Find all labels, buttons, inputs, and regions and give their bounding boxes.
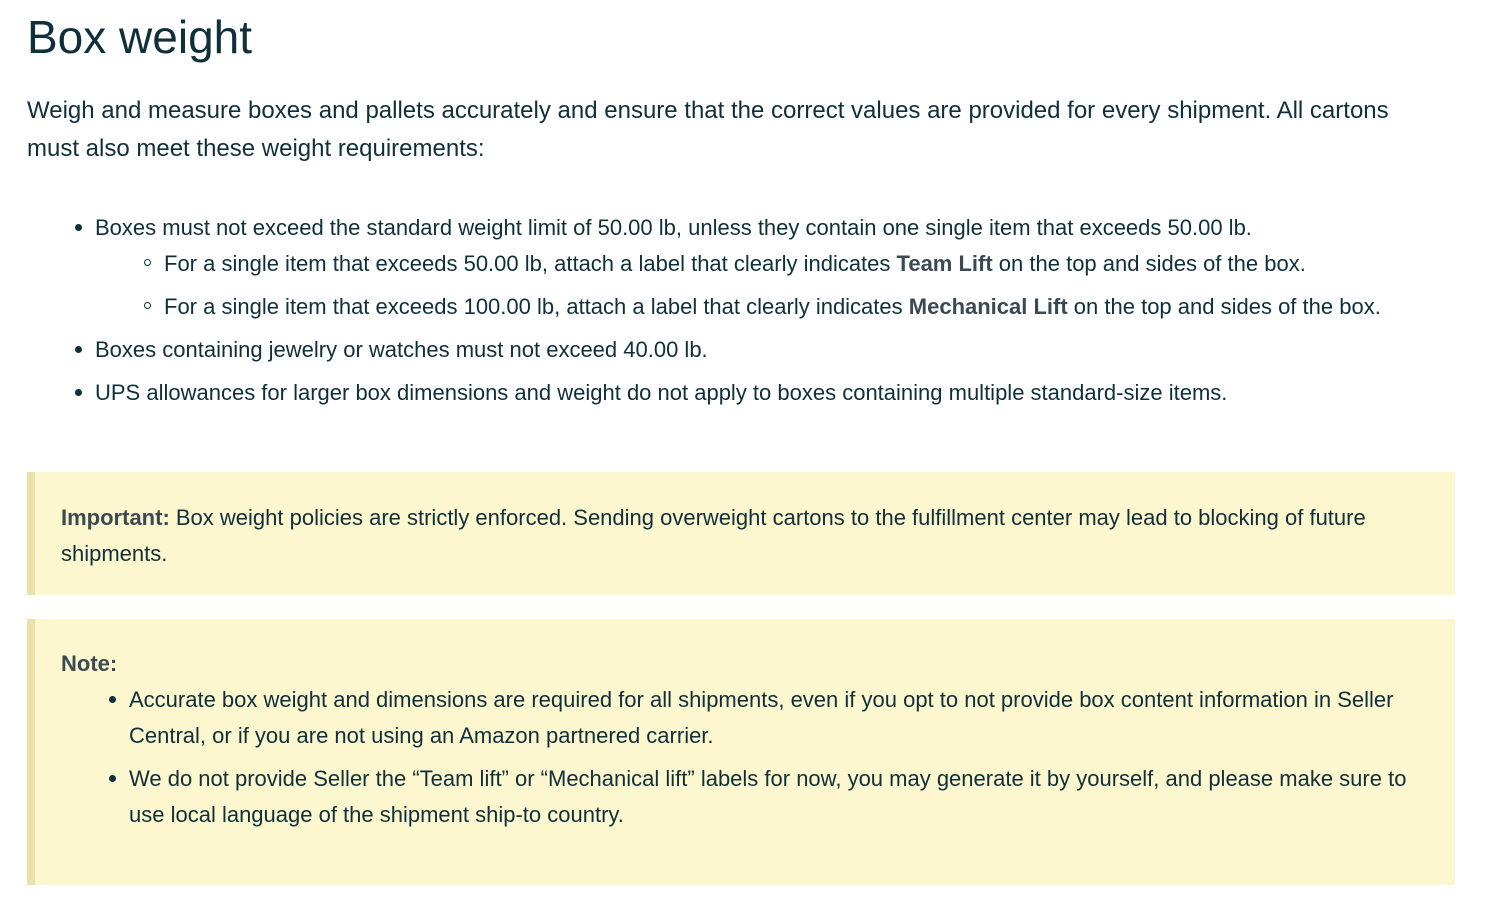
bullet-icon — [109, 775, 116, 782]
note-list-item — [61, 761, 1425, 833]
note-item-text: We do not provide Seller the “Team lift” or “Mechanical lift” labels for now, you may generate it by yourself, and please make sure to use local language of the shipment ship-to country. — [129, 766, 1407, 827]
note-list-item — [61, 682, 1425, 754]
sub-item-text: For a single item that exceeds 100.00 lb, attach a label that clearly indicates — [164, 294, 909, 319]
bullet-icon — [75, 224, 82, 231]
list-item-text: Boxes containing jewelry or watches must not exceed 40.00 lb. — [95, 337, 708, 362]
intro-paragraph: Weigh and measure boxes and pallets accurately and ensure that the correct values are provided for every shipment. All cartons must also meet these weight requirements: — [27, 97, 1389, 162]
sub-list — [95, 246, 1467, 325]
note-list — [61, 682, 1425, 833]
list-item — [27, 210, 1467, 325]
hollow-bullet-icon — [144, 302, 151, 309]
hollow-bullet-icon — [144, 259, 151, 266]
list-item — [27, 375, 1467, 411]
mechanical-lift-term: Mechanical Lift — [908, 294, 1068, 319]
list-item-text: UPS allowances for larger box dimensions and weight do not apply to boxes containing multiple standard-size items. — [95, 380, 1228, 405]
important-text: Box weight policies are strictly enforced. Sending overweight cartons to the fulfillment center may lead to blocking of future shipments. — [61, 505, 1366, 566]
weight-requirements-list — [27, 210, 1467, 411]
important-callout — [27, 472, 1455, 595]
page-title: Box weight — [27, 11, 253, 63]
sub-item-text: on the top and sides of the box. — [1067, 294, 1381, 319]
list-item — [27, 332, 1467, 368]
note-callout — [27, 619, 1455, 885]
sub-item-text: on the top and sides of the box. — [992, 251, 1306, 276]
sub-item-text: For a single item that exceeds 50.00 lb, attach a label that clearly indicates — [164, 251, 897, 276]
bullet-icon — [75, 346, 82, 353]
important-label: Important: — [61, 505, 170, 530]
bullet-icon — [75, 389, 82, 396]
bullet-icon — [109, 696, 116, 703]
sub-list-item — [27, 289, 1467, 325]
sub-list-item — [27, 246, 1467, 282]
list-item-text: Boxes must not exceed the standard weight limit of 50.00 lb, unless they contain one single item that exceeds 50.00 lb. — [95, 215, 1252, 240]
note-item-text: Accurate box weight and dimensions are required for all shipments, even if you opt to not provide box content information in Seller Central, or if you are not using an Amazon partnered carrier. — [129, 687, 1394, 748]
team-lift-term: Team Lift — [896, 251, 993, 276]
note-label: Note: — [61, 651, 118, 676]
